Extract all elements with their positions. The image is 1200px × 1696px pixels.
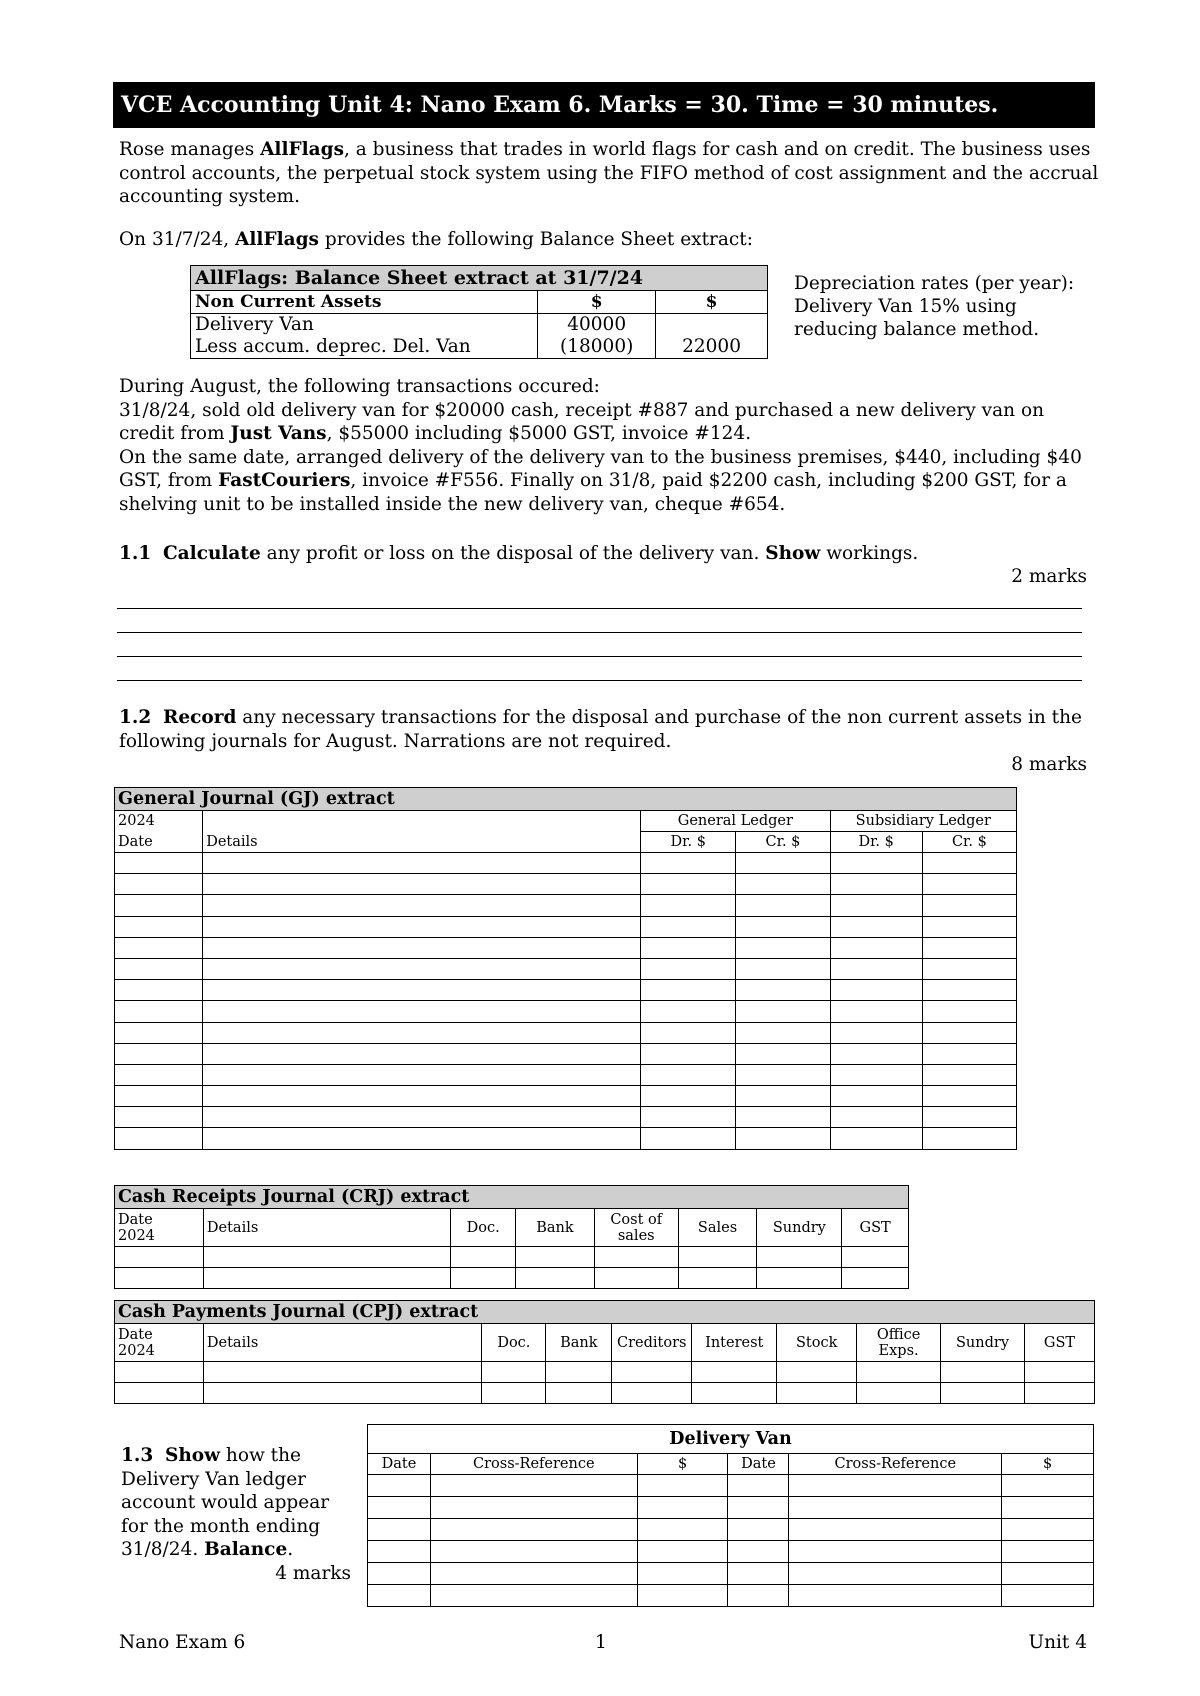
ledger-title: Delivery Van bbox=[368, 1425, 1094, 1454]
cpj-office-exps-header: Office Exps. bbox=[857, 1324, 941, 1362]
question-1-3-marks: 4 marks bbox=[275, 1562, 351, 1584]
ledger-date-header: Date bbox=[368, 1454, 431, 1475]
crj-cost-of-sales-header: Cost of sales bbox=[594, 1209, 678, 1247]
gj-date-header: Date bbox=[115, 832, 203, 853]
balance-sheet-col1: $ bbox=[538, 291, 656, 314]
question-1-1-marks: 2 marks bbox=[1011, 566, 1087, 587]
table-row[interactable] bbox=[115, 1022, 1017, 1043]
answer-line[interactable] bbox=[117, 656, 1082, 657]
page-title: VCE Accounting Unit 4: Nano Exam 6. Marks = 30. Time = 30 minutes. bbox=[113, 82, 1095, 128]
delivery-van-ledger-table bbox=[367, 1424, 1094, 1607]
gj-subsidiary-ledger-header: Subsidiary Ledger bbox=[830, 811, 1016, 832]
balance-sheet-table bbox=[190, 265, 768, 359]
balance-sheet-row-value: 40000 bbox=[538, 314, 656, 337]
table-row[interactable] bbox=[115, 1247, 909, 1268]
table-row[interactable] bbox=[115, 1064, 1017, 1085]
crj-bank-header: Bank bbox=[516, 1209, 595, 1247]
crj-sales-header: Sales bbox=[678, 1209, 757, 1247]
intro-balance-sheet-line: On 31/7/24, AllFlags provides the following Balance Sheet extract: bbox=[119, 229, 753, 250]
table-row[interactable] bbox=[368, 1497, 1094, 1519]
cpj-stock-header: Stock bbox=[777, 1324, 857, 1362]
intro-paragraph: Rose manages AllFlags, a business that trades in world flags for cash and on credit. The business uses control accounts, the perpetual stock system using the FIFO method of cost assignment and the accrual accounting system. bbox=[119, 139, 1099, 207]
table-row[interactable] bbox=[115, 1001, 1017, 1022]
gj-cr-header: Cr. $ bbox=[922, 832, 1016, 853]
balance-sheet-title: AllFlags: Balance Sheet extract at 31/7/24 bbox=[191, 266, 768, 291]
crj-gst-header: GST bbox=[842, 1209, 909, 1247]
table-row[interactable] bbox=[368, 1541, 1094, 1563]
question-1-2: 1.2 Record any necessary transactions for the disposal and purchase of the non current assets in the following journals for August. Narrations are not required. bbox=[119, 707, 1082, 752]
answer-line[interactable] bbox=[117, 680, 1082, 681]
cpj-date-header: Date 2024 bbox=[115, 1324, 204, 1362]
balance-sheet-row-value: (18000) bbox=[538, 336, 656, 359]
crj-sundry-header: Sundry bbox=[757, 1209, 842, 1247]
table-row[interactable] bbox=[368, 1475, 1094, 1497]
table-row[interactable] bbox=[115, 1362, 1095, 1383]
cpj-bank-header: Bank bbox=[546, 1324, 612, 1362]
cpj-gst-header: GST bbox=[1024, 1324, 1094, 1362]
crj-details-header: Details bbox=[203, 1209, 450, 1247]
balance-sheet-row-value bbox=[656, 314, 768, 337]
answer-line[interactable] bbox=[117, 632, 1082, 633]
table-row[interactable] bbox=[115, 916, 1017, 937]
crj-doc-header: Doc. bbox=[451, 1209, 516, 1247]
table-row[interactable] bbox=[115, 937, 1017, 958]
table-row[interactable] bbox=[368, 1563, 1094, 1585]
table-row[interactable] bbox=[115, 1383, 1095, 1404]
question-1-3: 1.3 Show how the Delivery Van ledger account would appear for the month ending 31/8/24. Balance. 4 marks bbox=[121, 1445, 351, 1584]
general-journal-table bbox=[114, 787, 1017, 1150]
question-1-1: 1.1 Calculate any profit or loss on the disposal of the delivery van. Show workings. bbox=[119, 543, 919, 564]
table-row[interactable] bbox=[368, 1585, 1094, 1607]
ledger-cross-reference-header: Cross-Reference bbox=[789, 1454, 1002, 1475]
balance-sheet-row-label: Less accum. deprec. Del. Van bbox=[191, 336, 538, 359]
gj-cr-header: Cr. $ bbox=[736, 832, 830, 853]
balance-sheet-heading: Non Current Assets bbox=[191, 291, 538, 314]
ledger-date-header: Date bbox=[728, 1454, 789, 1475]
ledger-cross-reference-header: Cross-Reference bbox=[430, 1454, 637, 1475]
gj-details-header: Details bbox=[203, 832, 641, 853]
gj-year: 2024 bbox=[115, 811, 203, 832]
ledger-amount-header: $ bbox=[1002, 1454, 1094, 1475]
table-row[interactable] bbox=[115, 1107, 1017, 1128]
cpj-sundry-header: Sundry bbox=[941, 1324, 1025, 1362]
table-row[interactable] bbox=[115, 895, 1017, 916]
cash-payments-journal-table bbox=[114, 1300, 1095, 1404]
cpj-doc-header: Doc. bbox=[482, 1324, 546, 1362]
gj-dr-header: Dr. $ bbox=[830, 832, 922, 853]
ledger-amount-header: $ bbox=[637, 1454, 728, 1475]
transactions-paragraph: During August, the following transactions occured: 31/8/24, sold old delivery van for $20000 cash, receipt #887 and purchased a new delivery van on credit from Just Vans, $55000 including $5000 GST, invoice #124. On the same date, arranged delivery of the delivery van to the business premises, $440, including $40 GST, from FastCouriers, invoice #F556. Finally on 31/8, paid $2200 cash, including $200 GST, for a shelving unit to be installed inside the new delivery van, cheque #654. bbox=[119, 376, 1082, 515]
cpj-title: Cash Payments Journal (CPJ) extract bbox=[115, 1301, 1095, 1324]
table-row[interactable] bbox=[115, 980, 1017, 1001]
table-row[interactable] bbox=[115, 1268, 909, 1289]
footer-right: Unit 4 bbox=[1028, 1632, 1087, 1653]
general-journal-title: General Journal (GJ) extract bbox=[115, 788, 1017, 811]
footer-left: Nano Exam 6 bbox=[119, 1632, 246, 1653]
table-row[interactable] bbox=[115, 958, 1017, 979]
table-row[interactable] bbox=[115, 1043, 1017, 1064]
depreciation-note: Depreciation rates (per year): Delivery Van 15% using reducing balance method. bbox=[794, 273, 1075, 340]
cpj-interest-header: Interest bbox=[692, 1324, 777, 1362]
table-row[interactable] bbox=[115, 1128, 1017, 1149]
cpj-creditors-header: Creditors bbox=[612, 1324, 692, 1362]
table-row[interactable] bbox=[368, 1519, 1094, 1541]
table-row[interactable] bbox=[115, 1086, 1017, 1107]
crj-date-header: Date 2024 bbox=[115, 1209, 204, 1247]
question-1-2-marks: 8 marks bbox=[1011, 754, 1087, 775]
gj-dr-header: Dr. $ bbox=[641, 832, 736, 853]
answer-line[interactable] bbox=[117, 608, 1082, 609]
cash-receipts-journal-table bbox=[114, 1185, 909, 1289]
page-number: 1 bbox=[595, 1632, 607, 1653]
cpj-details-header: Details bbox=[203, 1324, 482, 1362]
balance-sheet-row-value: 22000 bbox=[656, 336, 768, 359]
table-row[interactable] bbox=[115, 853, 1017, 874]
crj-title: Cash Receipts Journal (CRJ) extract bbox=[115, 1186, 909, 1209]
table-row[interactable] bbox=[115, 874, 1017, 895]
balance-sheet-row-label: Delivery Van bbox=[191, 314, 538, 337]
balance-sheet-col2: $ bbox=[656, 291, 768, 314]
gj-general-ledger-header: General Ledger bbox=[641, 811, 830, 832]
